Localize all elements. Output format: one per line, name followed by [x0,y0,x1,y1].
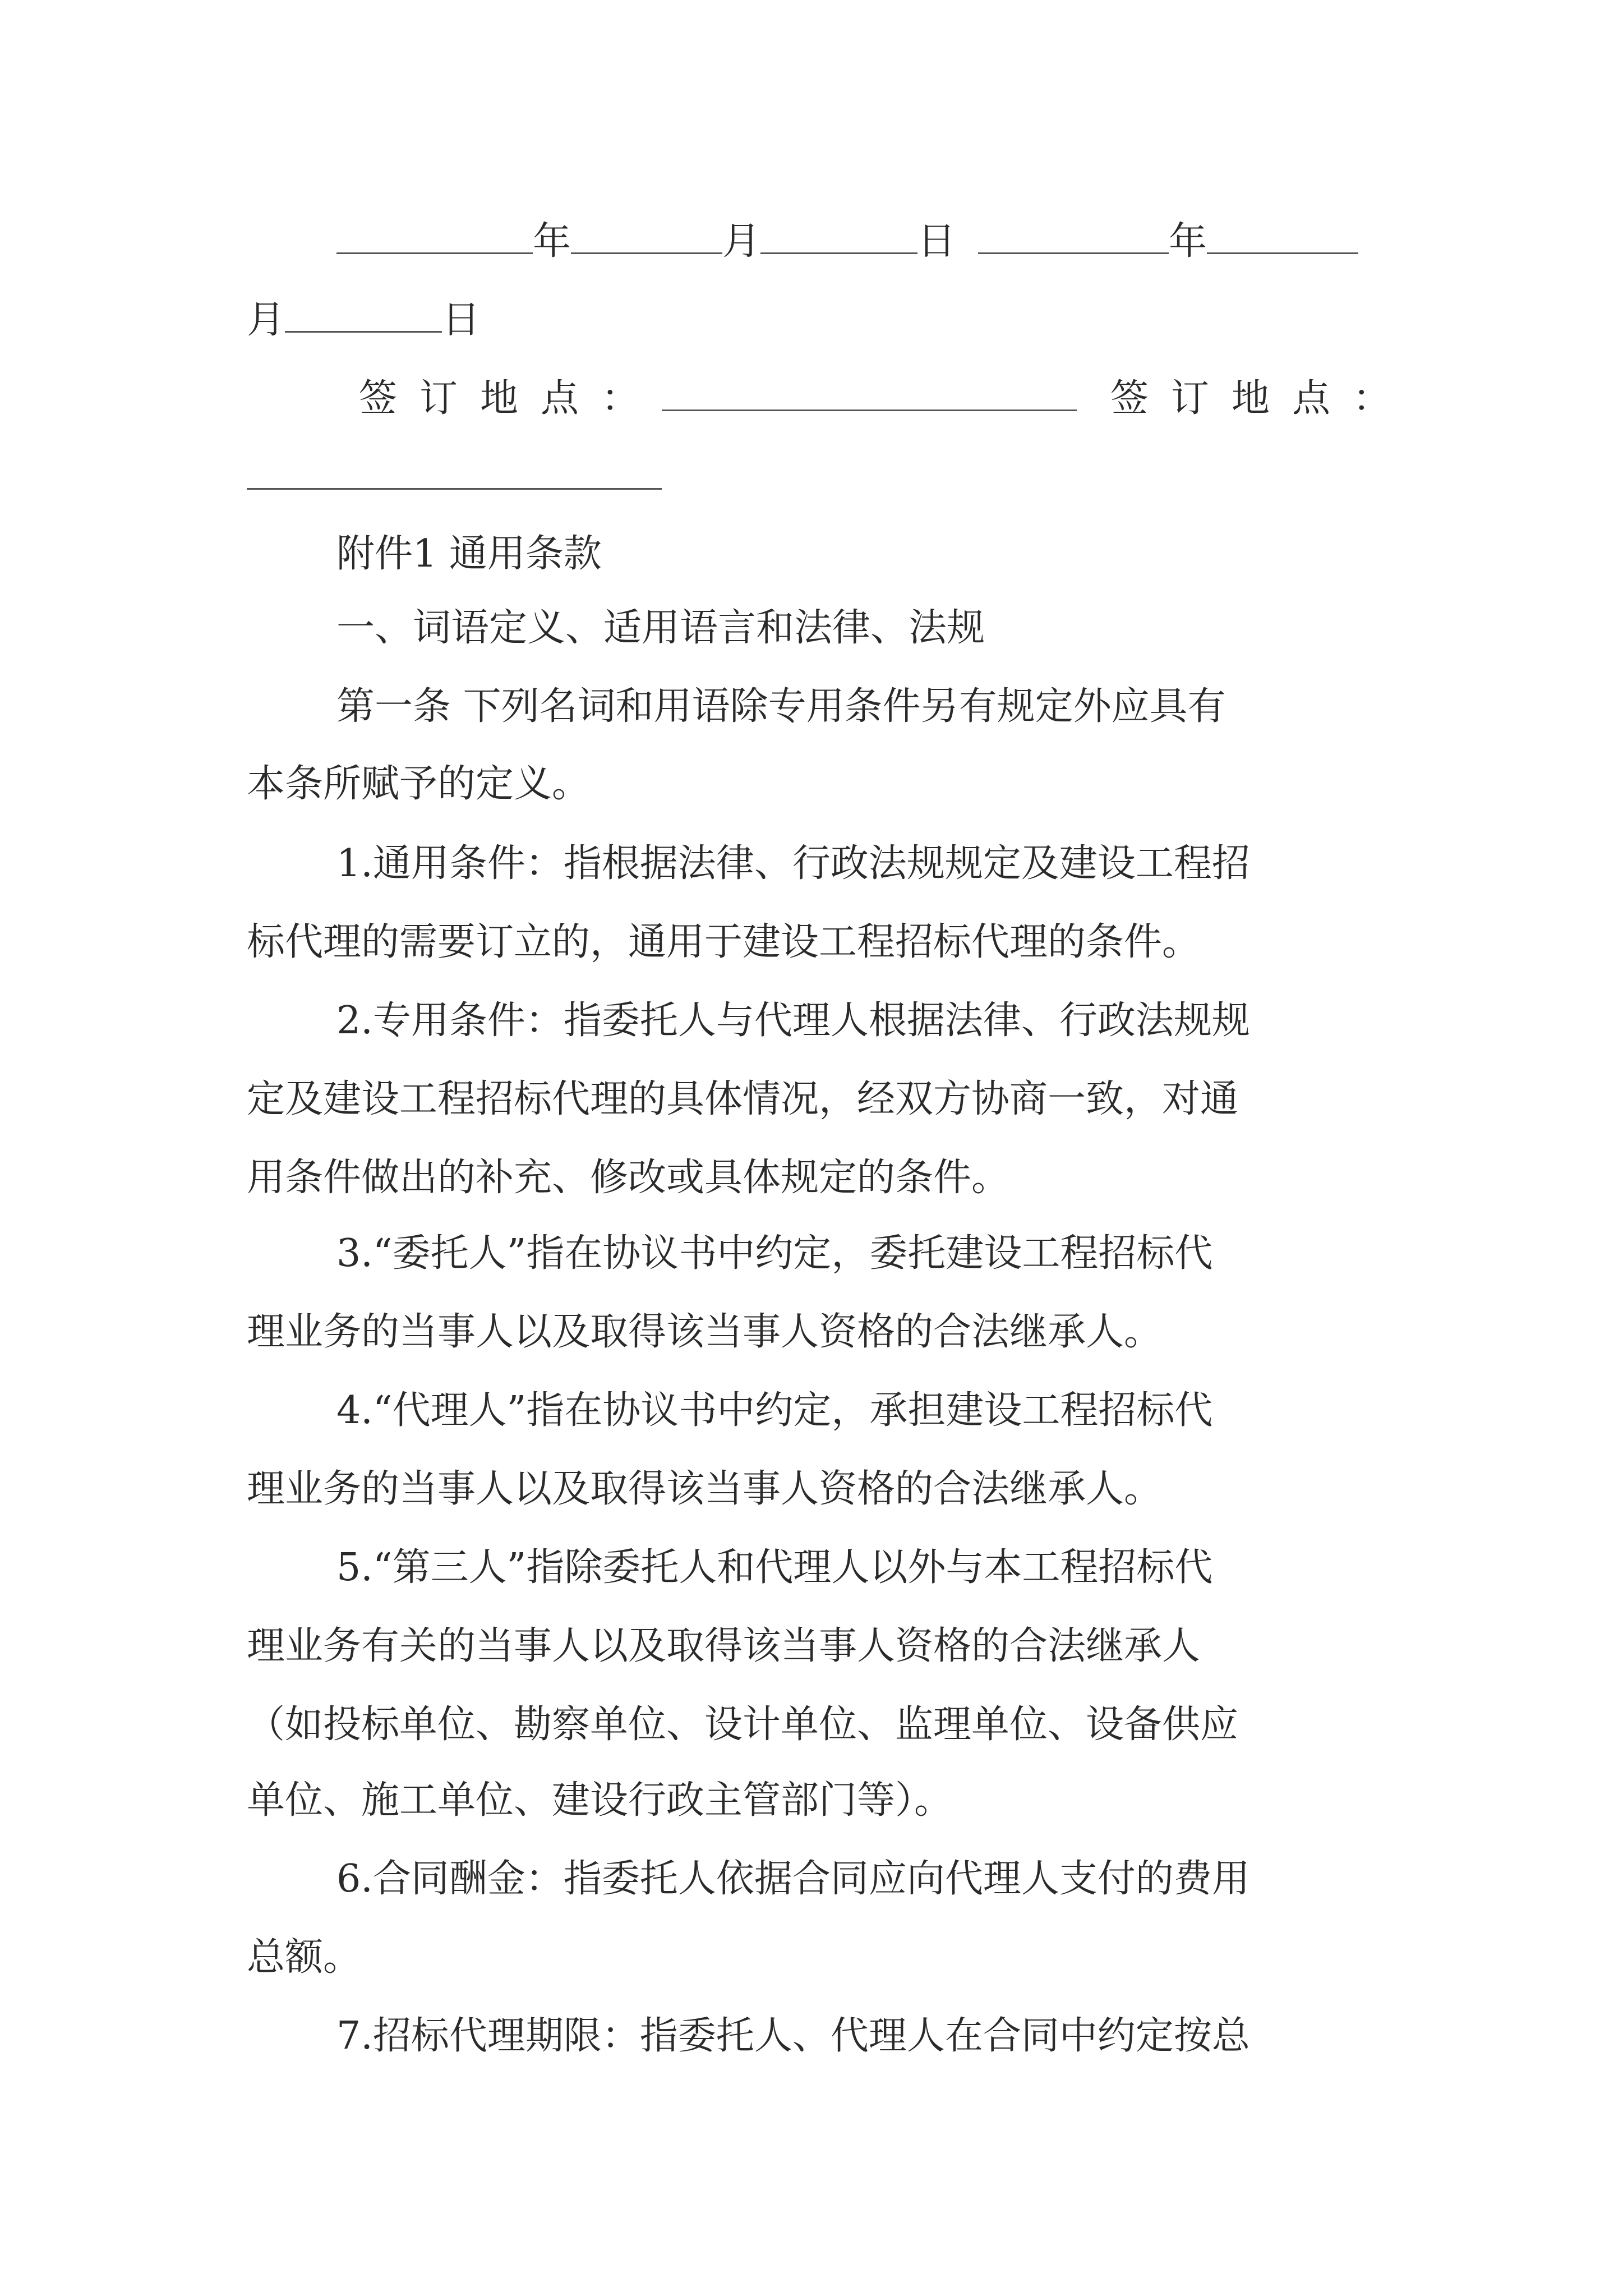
day-label: 日 [917,219,956,264]
day-blank-2 [285,296,442,333]
item-3-line-2: 理业务的当事人以及取得该当事人资格的合法继承人。 [247,1310,1163,1354]
year-label: 年 [533,219,571,264]
item-5-line-4: 单位、施工单位、建设行政主管部门等）。 [247,1778,953,1823]
item-2-line-2: 定及建设工程招标代理的具体情况，经双方协商一致，对通 [247,1077,1239,1121]
month-label: 月 [722,219,761,264]
month-label-2: 月 [247,298,285,342]
item-5-line-1: 5.“第三人”指除委托人和代理人以外与本工程招标代 [336,1545,1213,1590]
signing-place-line [359,375,1414,421]
item-3-line-1: 3.“委托人”指在协议书中约定，委托建设工程招标代 [336,1231,1213,1276]
article-1-line-2: 本条所赋予的定义。 [247,762,591,806]
day-label-2: 日 [442,298,481,342]
item-2-line-1: 2.专用条件：指委托人与代理人根据法律、行政法规规 [336,999,1250,1043]
item-1-line-1: 1.通用条件：指根据法律、行政法规规定及建设工程招 [336,841,1250,886]
item-2-line-3: 用条件做出的补充、修改或具体规定的条件。 [247,1156,1010,1200]
section-heading: 一、词语定义、适用语言和法律、法规 [336,606,985,650]
item-5-line-3: （如投标单位、勘察单位、设计单位、监理单位、设备供应 [247,1703,1239,1747]
item-5-line-2: 理业务有关的当事人以及取得该当事人资格的合法继承人 [247,1624,1201,1668]
signing-place-blank-2 [247,453,662,490]
date-line-both-parties [336,218,1380,264]
signing-place-continued [247,453,1380,500]
month-blank-2 [1207,218,1358,254]
signing-place-blank [662,375,1077,411]
annex-title: 附件1 通用条款 [336,532,602,576]
item-4-line-2: 理业务的当事人以及取得该当事人资格的合法继承人。 [247,1467,1163,1511]
item-4-line-1: 4.“代理人”指在协议书中约定，承担建设工程招标代 [336,1388,1213,1433]
article-1-line-1: 第一条 下列名词和用语除专用条件另有规定外应具有 [336,684,1226,729]
day-blank [760,218,917,254]
item-6-line-1: 6.合同酬金：指委托人依据合同应向代理人支付的费用 [336,1857,1250,1901]
signing-place-label: 签订地点： [359,376,662,421]
signing-place-label-2: 签订地点： [1110,376,1414,421]
year-blank-2 [978,218,1169,254]
date-line-continued [247,296,1380,343]
year-label-2: 年 [1169,219,1207,264]
item-7-line-1: 7.招标代理期限：指委托人、代理人在合同中约定按总 [336,2014,1250,2058]
item-1-line-2: 标代理的需要订立的，通用于建设工程招标代理的条件。 [247,920,1201,964]
item-6-line-2: 总额。 [247,1935,362,1980]
month-blank [571,218,722,254]
year-blank [336,218,533,254]
